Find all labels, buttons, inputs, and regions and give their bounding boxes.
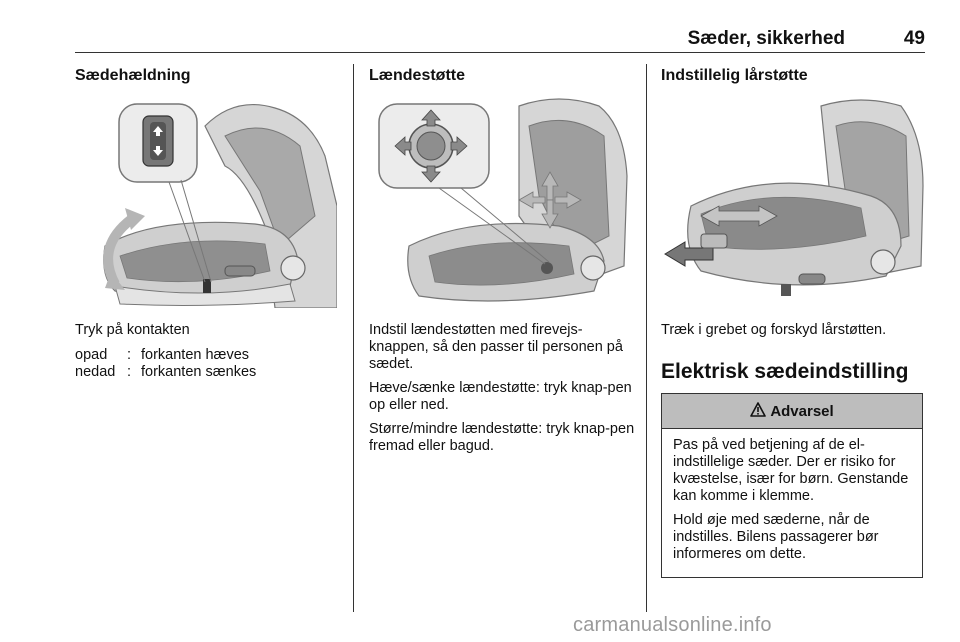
thigh-support-illustration <box>661 96 925 308</box>
seat-tilt-caption: Tryk på kontakten <box>75 322 190 338</box>
section-heading-thigh-support: Indstillelig lårstøtte <box>661 67 808 84</box>
warning-triangle-icon <box>750 402 766 421</box>
seat-tilt-definitions <box>75 347 256 381</box>
page-title: Sæder, sikkerhed <box>687 28 845 49</box>
page-header <box>75 26 925 53</box>
section-heading-electric-seat: Elektrisk sædeindstilling <box>661 360 909 383</box>
warning-body <box>662 429 922 563</box>
section-heading-seat-tilt: Sædehældning <box>75 67 191 84</box>
definition-description: forkanten hæves <box>141 347 250 363</box>
warning-box <box>661 393 923 578</box>
definition-term: nedad <box>75 364 116 380</box>
column-divider <box>353 64 354 612</box>
paragraph: Indstil lændestøtten med firevejs-knappen, så den passer til personen på sædet. <box>369 322 623 372</box>
definition-term: opad <box>75 347 108 363</box>
column-divider <box>646 64 647 612</box>
thigh-support-caption: Træk i grebet og forskyd lårstøtten. <box>661 322 887 338</box>
definition-row <box>75 364 256 381</box>
seat-tilt-illustration <box>75 96 337 308</box>
warning-header <box>662 394 922 429</box>
definition-separator: : <box>127 364 132 380</box>
lumbar-support-illustration <box>369 96 631 308</box>
section-heading-lumbar-support: Lændestøtte <box>369 67 465 84</box>
definition-description: forkanten sænkes <box>141 364 257 380</box>
warning-paragraph: Pas på ved betjening af de el-indstillelige sæder. Der er risiko for kvæstelse, især for børn. Genstande kan komme i klemme. <box>673 437 909 504</box>
definition-row <box>75 347 256 364</box>
paragraph: Større/mindre lændestøtte: tryk knap-pen fremad eller bagud. <box>369 421 635 454</box>
watermark: carmanualsonline.info <box>573 614 772 636</box>
warning-title: Advarsel <box>770 402 834 420</box>
definition-separator: : <box>127 347 132 363</box>
paragraph: Hæve/sænke lændestøtte: tryk knap-pen op eller ned. <box>369 380 632 413</box>
page-number: 49 <box>903 28 925 49</box>
lumbar-support-text <box>369 322 635 462</box>
warning-paragraph: Hold øje med sæderne, når de indstilles. Bilens passagerer bør informeres om dette. <box>673 512 879 562</box>
